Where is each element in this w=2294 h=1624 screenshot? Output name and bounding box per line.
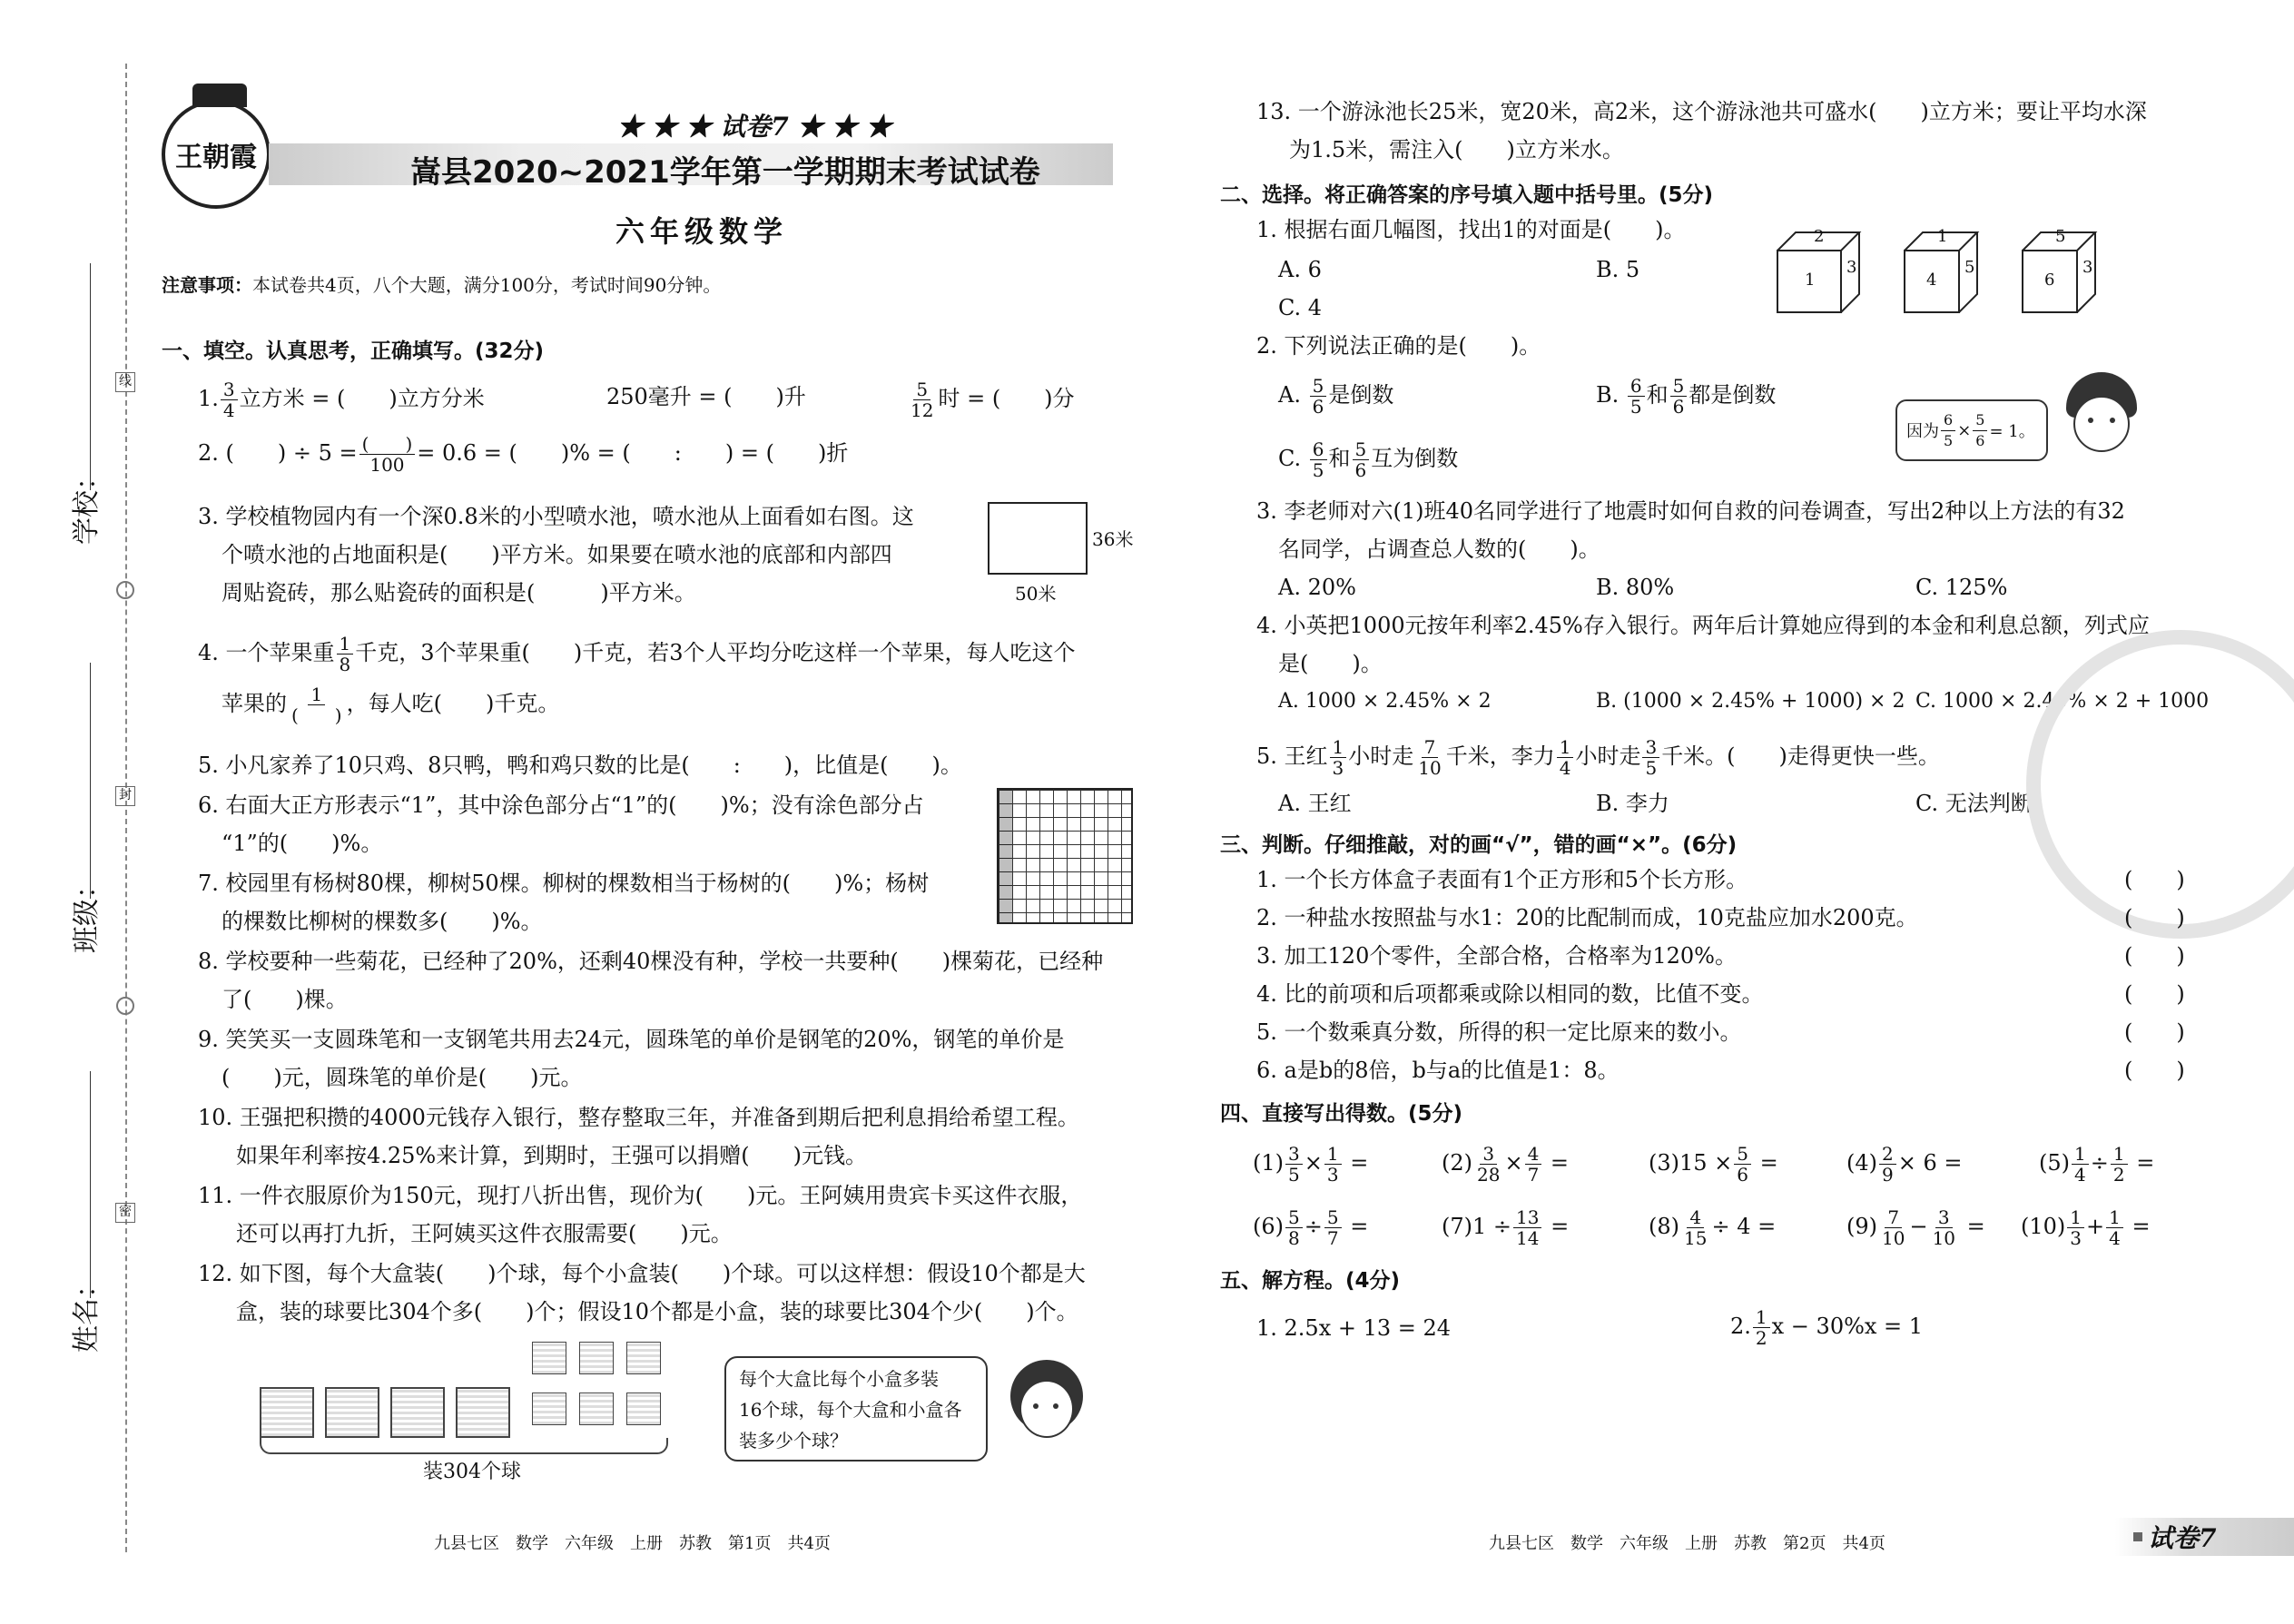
footer-tag: 试卷7 [2115,1518,2294,1556]
judge-2-answer[interactable]: ( ) [2124,905,2185,930]
seal-xian: 线 [115,372,135,392]
q1-4-l1: 4. 一个苹果重 $\frac{1}{8}$ 千克，3个苹果重( )千克，若3个人平均分吃这样一个苹果，每人吃这个 [198,633,1076,675]
grid-square-figure [997,788,1133,924]
q1-11-l1: 11. 一件衣服原价为150元，现打八折出售，现价为( )元。王阿姨用贵宾卡买这件衣服， [198,1183,1083,1208]
exam-notice: 注意事项：本试卷共4页，八个大题，满分100分，考试时间90分钟。 [162,274,722,296]
q1-2: 2. ( ) ÷ 5 = $\frac{( )}{100}$ = 0.6 = ( )% = ( : ) = ( )折 [198,433,849,476]
school-field[interactable] [90,263,91,490]
footer-left: 九县七区 数学 六年级 上册 苏教 第1页 共4页 [434,1534,831,1553]
class-label: 班级： [71,871,103,953]
calc-10: (10) $\frac{1}{3}$ + $\frac{1}{4}$ = [2021,1206,2151,1249]
small-box-icon [579,1393,614,1425]
small-box-icon [532,1342,566,1374]
q1-11-l2: 还可以再打九折，王阿姨买这件衣服需要( )元。 [236,1221,733,1246]
brand-name: 王朝霞 [175,142,257,173]
name-label: 姓名： [71,1271,103,1353]
judge-4: 4. 比的前项和后项都乘或除以相同的数，比值不变。 [1256,981,1764,1007]
q1-8-l1: 8. 学校要种一些菊花，已经种了20%，还剩40棵没有种，学校一共要种( )棵菊花，已经种 [198,949,1104,974]
q1-12-l2: 盒，装的球要比304个多( )个；假设10个都是小盒，装的球要比304个少( )个。 [236,1299,1078,1324]
girl-avatar-icon [1006,1360,1088,1451]
calc-9: (9) $\frac{7}{10}$ − $\frac{3}{10}$ = [1846,1206,1985,1249]
q2-5: 5. 王红 $\frac{1}{3}$ 小时走 $\frac{7}{10}$ 千米，李力 $\frac{1}{4}$ 小时走 $\frac{3}{5}$ 千米。( )走得更快一些。 [1256,736,1940,779]
q1-1c: $\frac{5}{12}$ 时 = ( )分 [911,379,1075,421]
calc-6: (6) $\frac{5}{8}$ ÷ $\frac{5}{7}$ = [1253,1206,1369,1249]
footer-right: 九县七区 数学 六年级 上册 苏教 第2页 共4页 [1489,1534,1885,1553]
q2-3-l2: 名同学，占调查总人数的( )。 [1278,536,1600,562]
cube1-top: 2 [1814,227,1825,246]
q2-2-opt-a: A. $\frac{5}{6}$ 是倒数 [1278,375,1394,418]
q2-1-opt-a: A. 6 [1278,257,1322,282]
equation-2: 2. $\frac{1}{2}$ x − 30%x = 1 [1730,1306,1924,1349]
big-box-icon [325,1387,379,1438]
q2-4-l2: 是( )。 [1278,651,1383,676]
calc-7: (7)1 ÷ $\frac{13}{14}$ = [1442,1206,1570,1249]
cube-figures [1770,225,2115,316]
cube3-front: 6 [2044,271,2055,290]
calc-8: (8) $\frac{4}{15}$ ÷ 4 = [1649,1206,1777,1249]
q2-4-opt-b: B. (1000 × 2.45% + 1000) × 2 [1596,690,1905,713]
judge-5-answer[interactable]: ( ) [2124,1019,2185,1045]
q1-6-l2: “1”的( )%。 [222,831,383,856]
q1-12-l1: 12. 如下图，每个大盒装( )个球，每个小盒装( )个球。可以这样想：假设10个都是大 [198,1261,1086,1286]
seal-feng: 封 [115,786,135,806]
q1-7-l2: 的棵数比柳树的棵数多( )%。 [222,909,543,934]
boy-speech-bubble: 因为 $\frac{6}{5}$ × $\frac{5}{6}$ = 1。 [1895,399,2048,461]
big-box-icon [456,1387,510,1438]
q2-1-opt-c: C. 4 [1278,295,1323,320]
grid-shaded-part [999,790,1012,922]
box-total-label: 装304个球 [423,1461,521,1483]
calc-5: (5) $\frac{1}{4}$ ÷ $\frac{1}{2}$ = [2039,1143,2155,1186]
cube2-top: 1 [1937,227,1948,246]
school-label: 学校： [71,463,103,545]
brace-line [260,1438,668,1454]
judge-2: 2. 一种盐水按照盐与水1：20的比配制而成，10克盐应加水200克。 [1256,905,1918,930]
girl-speech-bubble: 每个大盒比每个小盒多装 16个球，每个大盒和小盒各 装多少个球？ [724,1356,988,1462]
q2-4-opt-a: A. 1000 × 2.45% × 2 [1278,690,1492,713]
q2-3-opt-a: A. 20% [1278,575,1356,600]
cube1-front: 1 [1805,271,1816,290]
cube2-side: 5 [1964,258,1975,277]
pool-rectangle-figure [988,502,1088,575]
calc-3: (3)15 × $\frac{5}{6}$ = [1649,1143,1778,1186]
q1-3-l3: 周贴瓷砖，那么贴瓷砖的面积是( )平方米。 [222,580,696,605]
q1-4-l2: 苹果的 $\frac{1}{( )}$ ，每人吃( )千克。 [222,684,560,726]
pool-height-label: 36米 [1092,528,1134,550]
q2-2-opt-b: B. $\frac{6}{5}$ 和 $\frac{5}{6}$ 都是倒数 [1596,375,1777,418]
q1-8-l2: 了( )棵。 [222,987,348,1012]
binding-line [125,64,127,1552]
name-field[interactable] [90,1071,91,1298]
punch-hole-icon [116,581,134,599]
section1-body [198,370,1142,1505]
section2-title: 二、选择。将正确答案的序号填入题中括号里。(5分) [1220,183,1714,207]
pool-width-label: 50米 [1015,583,1057,605]
boy-avatar-icon [2061,372,2142,467]
cube1-side: 3 [1846,258,1857,277]
exam-title: 嵩县2020~2021学年第一学期期末考试试卷 [410,154,1040,191]
q2-1: 1. 根据右面几幅图，找出1的对面是( )。 [1256,217,1686,242]
brand-logo [162,100,271,209]
q1-1b: 250毫升 = ( )升 [606,384,806,409]
section5-title: 五、解方程。(4分) [1220,1269,1401,1293]
punch-hole-icon [116,997,134,1015]
q2-2: 2. 下列说法正确的是( )。 [1256,333,1541,359]
big-box-icon [260,1387,314,1438]
equation-1: 1. 2.5x + 13 = 24 [1256,1315,1452,1341]
judge-3: 3. 加工120个零件，全部合格，合格率为120%。 [1256,943,1737,969]
big-box-icon [390,1387,445,1438]
paper-badge: ★ ★ ★ 试卷7 ★ ★ ★ [617,112,891,142]
small-box-icon [579,1342,614,1374]
q2-1-opt-b: B. 5 [1596,257,1640,282]
q2-5-opt-c: C. 无法判断 [1915,791,2033,816]
calc-4: (4) $\frac{2}{9}$ × 6 = [1846,1143,1963,1186]
cube2-front: 4 [1926,271,1937,290]
small-box-icon [532,1393,566,1425]
q1-10-l2: 如果年利率按4.25%来计算，到期时，王强可以捐赠( )元钱。 [236,1143,867,1168]
q1-10-l1: 10. 王强把积攒的4000元钱存入银行，整存整取三年，并准备到期后把利息捐给希望工程。 [198,1105,1079,1130]
calc-2: (2) $\frac{3}{28}$ × $\frac{4}{7}$ = [1442,1143,1570,1186]
q2-5-opt-b: B. 李力 [1596,791,1669,816]
judge-1: 1. 一个长方体盒子表面有1个正方形和5个长方形。 [1256,867,1748,892]
section1-title: 一、填空。认真思考，正确填写。(32分) [162,340,545,363]
q1-1: 1. $\frac{3}{4}$ 立方米 = ( )立方分米 [198,379,485,421]
q2-2-opt-c: C. $\frac{6}{5}$ 和 $\frac{5}{6}$ 互为倒数 [1278,438,1459,481]
q2-3-l1: 3. 李老师对六(1)班40名同学进行了地震时如何自救的问卷调查，写出2种以上方法的有32 [1256,498,2125,524]
class-field[interactable] [90,663,91,899]
small-box-icon [626,1393,661,1425]
q1-7-l1: 7. 校园里有杨树80棵，柳树50棵。柳树的棵数相当于杨树的( )%；杨树 [198,871,930,896]
q1-3-l2: 个喷水池的占地面积是( )平方米。如果要在喷水池的底部和内部四 [222,542,892,567]
q1-3-l1: 3. 学校植物园内有一个深0.8米的小型喷水池，喷水池从上面看如右图。这 [198,504,914,529]
judge-5: 5. 一个数乘真分数，所得的积一定比原来的数小。 [1256,1019,1742,1045]
calc-1: (1) $\frac{3}{5}$ × $\frac{1}{3}$ = [1253,1143,1369,1186]
q2-4-l1: 4. 小英把1000元按年利率2.45%存入银行。两年后计算她应得到的本金和利息总额，列式应 [1256,613,2150,638]
judge-6-answer[interactable]: ( ) [2124,1058,2185,1083]
section3-title: 三、判断。仔细推敲，对的画“√”，错的画“×”。(6分) [1220,833,1738,857]
cube3-top: 5 [2055,227,2066,246]
q2-3-opt-b: B. 80% [1596,575,1675,600]
judge-3-answer[interactable]: ( ) [2124,943,2185,969]
q1-9-l2: ( )元，圆珠笔的单价是( )元。 [222,1065,583,1090]
q1-13-l2: 为1.5米，需注入( )立方米水。 [1289,137,1624,162]
q1-6-l1: 6. 右面大正方形表示“1”，其中涂色部分占“1”的( )%；没有涂色部分占 [198,792,924,818]
q1-13-l1: 13. 一个游泳池长25米，宽20米，高2米，这个游泳池共可盛水( )立方米；要让平均水深 [1256,99,2147,124]
small-box-icon [626,1342,661,1374]
cube3-side: 3 [2082,258,2093,277]
small-boxes-figure [532,1342,677,1442]
q2-4-opt-c: C. 1000 × 2.45% × 2 + 1000 [1915,690,2210,713]
seal-mi: 密 [115,1203,135,1223]
exam-subject: 六年级数学 [615,214,789,249]
q1-5: 5. 小凡家养了10只鸡、8只鸭，鸭和鸡只数的比是( : )，比值是( )。 [198,753,962,778]
q2-5-opt-a: A. 王红 [1278,791,1352,816]
judge-1-answer[interactable]: ( ) [2124,867,2185,892]
q2-3-opt-c: C. 125% [1915,575,2008,600]
judge-4-answer[interactable]: ( ) [2124,981,2185,1007]
section4-title: 四、直接写出得数。(5分) [1220,1102,1463,1126]
q1-9-l1: 9. 笑笑买一支圆珠笔和一支钢笔共用去24元，圆珠笔的单价是钢笔的20%，钢笔的单价是 [198,1027,1065,1052]
judge-6: 6. a是b的8倍，b与a的比值是1：8。 [1256,1058,1620,1083]
